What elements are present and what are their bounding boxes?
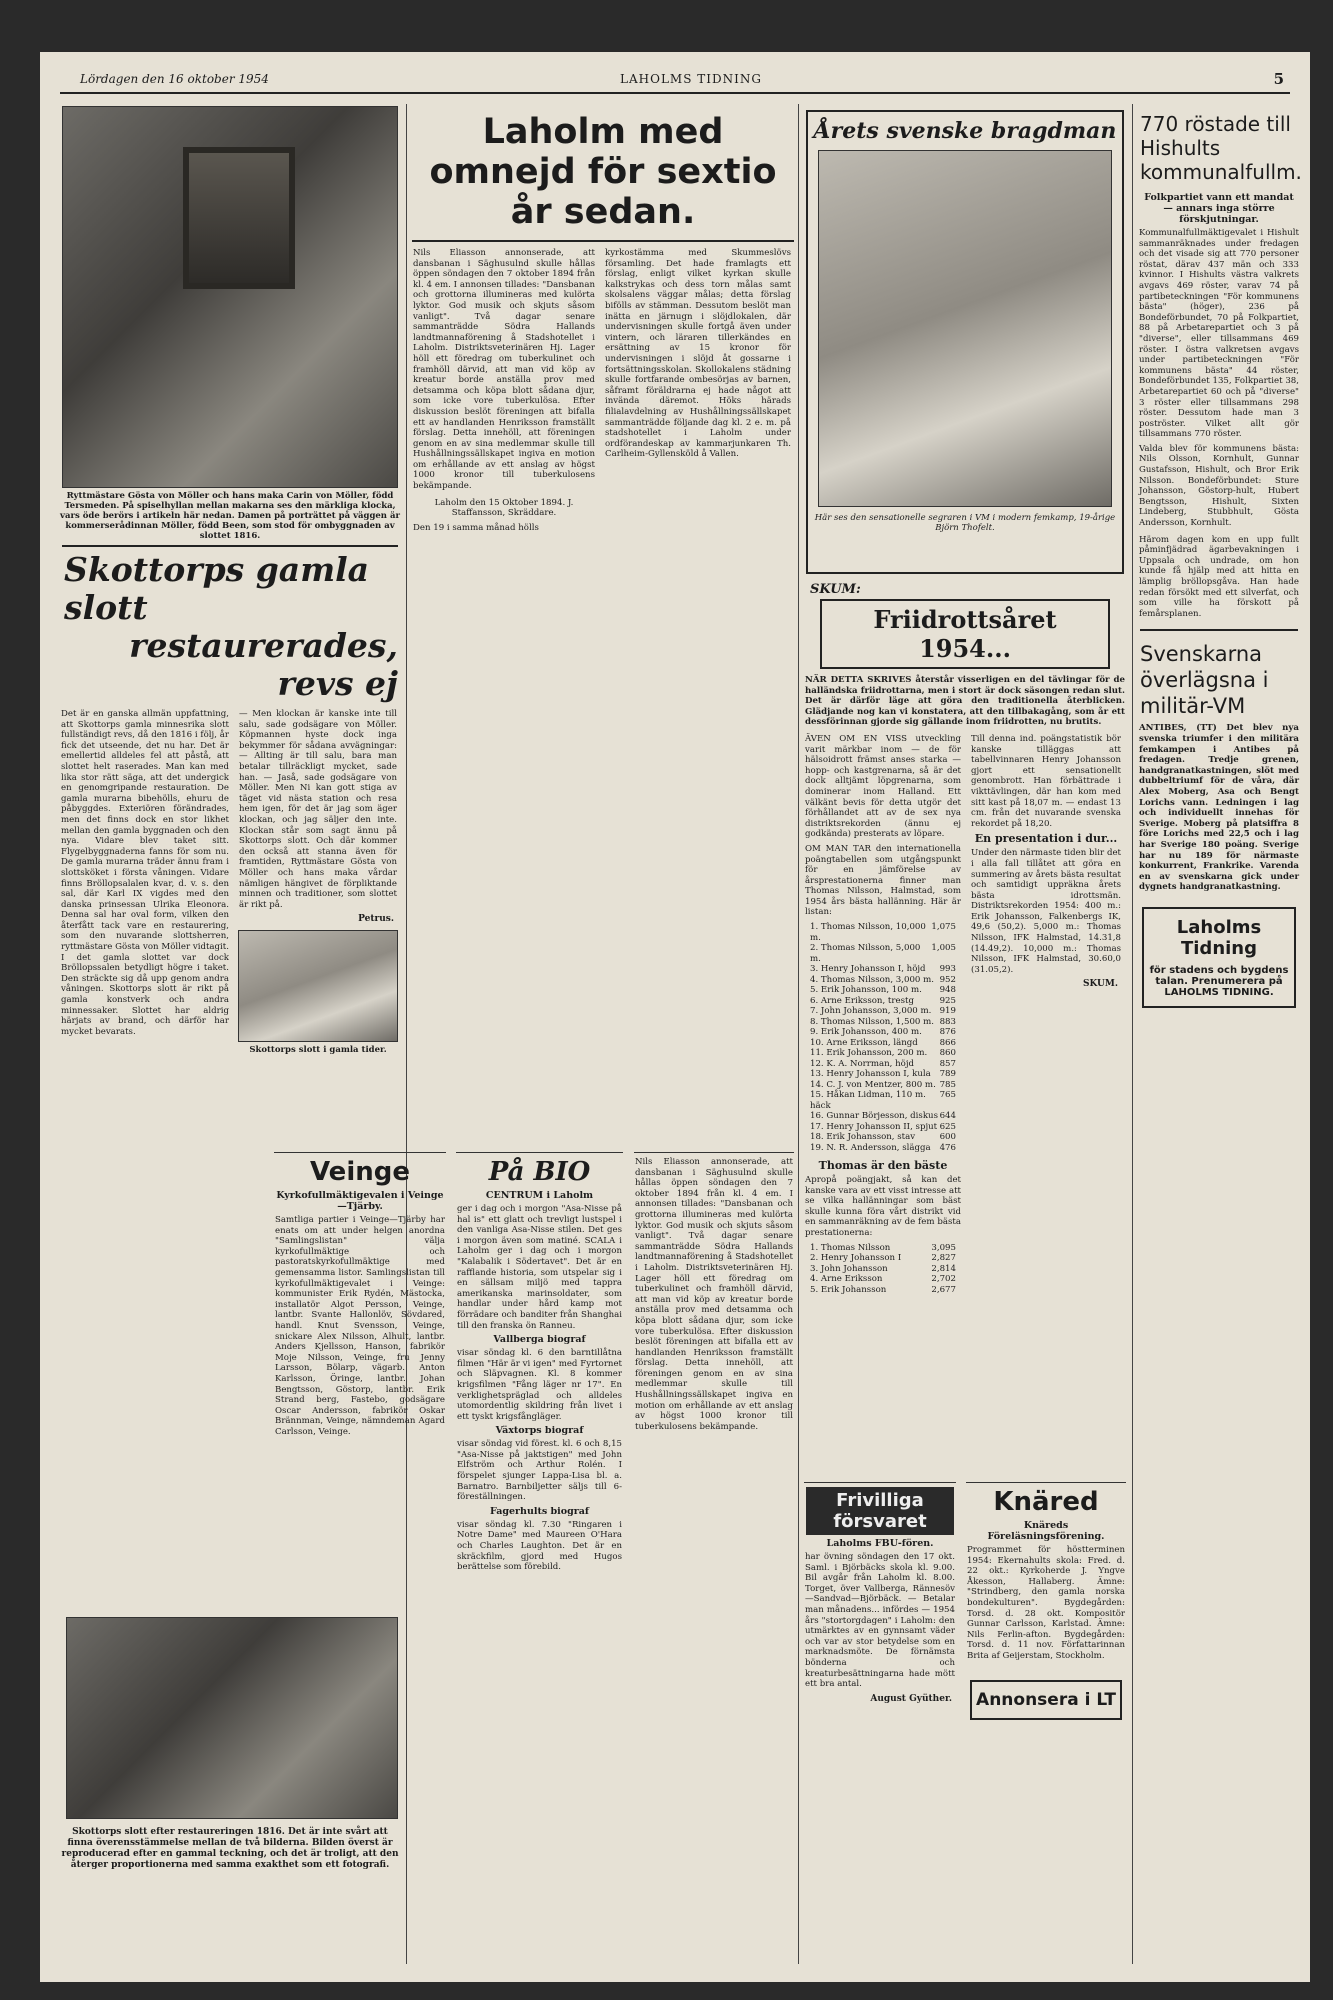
manor-title-1: Skottorps gamla slott [64,550,370,627]
best-row [810,1243,956,1254]
points-points: 883 [939,1016,956,1027]
newspaper-page [40,52,1310,1982]
points-points: 919 [939,1006,956,1017]
veinge-text: Samtliga partier i Veinge—Tjärby har enats om att under helgen anordna "Samlingslistan" välja kyrkofullmäktige och pastoratskyrkofullmäktige med gemensamma listor. Samlingslistan till kyrkofullmäktigevalet i Veinge: kommunister Erik Rydén, Mästocka, installatör Algot Persson, Veinge, lantbr. Svante Hallonlöv, Sövdared, handl. Knut Svensson, Veinge, snickare Alex Nilsson, Alhult, lantbr. Anders Kjellsson, Hanson, fabrikör Moje Nilsson, Veinge, fru Jenny Larsson, Bölarp, vägarb. Anton Karlsson, Öringe, lantbr. Johan Bengtsson, Göstorp, lantbr. Erik Strand berg, Fastebo, godsägare Oscar Andersson, fabrikör Oskar Brännman, Veinge, nämndeman Agard Carlsson, Veinge. [275,1215,445,1437]
points-points: 876 [939,1027,956,1038]
header-date: Lördagen den 16 oktober 1954 [80,72,269,86]
fbu-signature: August Gyüther. [870,1693,952,1704]
points-list [810,922,956,1153]
points-row [810,922,956,943]
points-row [810,1132,956,1143]
points-row [810,1027,956,1038]
points-name: 8. Thomas Nilsson, 1,500 m. [810,1016,935,1027]
points-name: 16. Gunnar Börjesson, diskus [810,1111,938,1122]
history-column [408,104,798,1244]
points-points: 1,005 [931,943,956,954]
bio-sub: CENTRUM i Laholm [485,1190,594,1201]
best-name: 1. Thomas Nilsson [810,1242,891,1253]
friidrott-title: Friidrottsåret 1954... [873,605,1057,663]
best-points: 2,677 [931,1284,956,1295]
bio-text4: visar söndag kl. 7.30 "Ringaren i Notre Dame" med Maureen O'Hara och Charles Laughton. Det är en skräckfilm, gjord med Hugos berättelse som förebild. [457,1519,622,1573]
annonsera-ad: Annonsera i LT [970,1680,1122,1720]
best-name: 3. John Johansson [810,1263,888,1274]
best-list [810,1243,956,1296]
points-name: 1. Thomas Nilsson, 10,000 m. [810,922,926,943]
points-row [810,1038,956,1049]
points-name: 7. John Johansson, 3,000 m. [810,1006,932,1017]
knared-text: Programmet för höstterminen 1954: Ekernahults skola: Fred. d. 22 okt.: Kyrkoherde J. Yngve Åkesson, Hallaberg. Ämne: "Strindberg, den gamla norska bondekulturen". Bygdegården: Torsd. d. 28 okt. Kompositör Gunnar Carlsson, Karlstad. Ämne: Nils Ferlin-afton. Bygdegården: Torsd. d. 11 nov. Författarinnan Brita af Geijerstam, Stockholm. [967,1545,1125,1661]
points-points: 600 [939,1132,956,1143]
best-name: 5. Erik Johansson [810,1284,887,1295]
fbu-title: Frivilliga försvaret [806,1487,954,1535]
bio-column [452,1152,627,1852]
points-name: 11. Erik Johansson, 200 m. [810,1048,928,1059]
best-points: 2,827 [931,1253,956,1264]
points-points: 925 [939,995,956,1006]
veinge-sub: Kyrkofullmäktigevalen i Veinge—Tjärby. [276,1190,444,1212]
points-points: 789 [939,1069,956,1080]
bio-text3: visar söndag vid förest. kl. 6 och 8,15 "Asa-Nisse på jaktstigen" med John Elfström och Arthur Rolén. I förspelet sjunger Lappa-Lisa bl. a. Barnatro. Barnbiljetter säljs till 6-föreställningen. [457,1439,622,1503]
points-row [810,943,956,964]
points-row [810,996,956,1007]
points-name: 14. C. J. von Mentzer, 800 m. [810,1079,936,1090]
points-points: 860 [939,1048,956,1059]
header-page-number: 5 [1273,70,1284,88]
points-points: 952 [939,974,956,985]
header-paper-name: LAHOLMS TIDNING [620,72,762,86]
veinge-column [270,1152,450,1852]
best-points: 3,095 [931,1242,956,1253]
history-text-left: Nils Eliasson annonserade, att dansbanan i Säghusulnd skulle hållas öppen söndagen den 7 oktober 1894 från kl. 4 em. I annonsen tillades: "Dansbanan och grottorna illumineras med kulörta lyktor. God musik och skjuts såsom vanligt". Två dagar senare sammanträdde Södra Hallands landtmannaförening å Stadshotellet i Laholm. Distriktsveterinären Hj. Lager höll ett föredrag om tuberkulinet och framhöll därvid, att man vid köp av kreatur borde anställa prov med detsamma och köpa blott sådana djur, som icke vore tuberkulösa. Efter diskussion beslöt föreningen att bifalla ett av handlanden Henriksson framställt förslag. Detta innehöll, att föreningen genom en av sina medlemmar skulle till Hushållningssällskapet ingiva en motion om erhållande av ett anslag av högst 1000 kronor till tuberkulosens bekämpande. [413,248,595,492]
points-row [810,985,956,996]
points-points: 857 [939,1058,956,1069]
sweden-title: Svenskarna överlägsna i militär-VM [1140,642,1269,719]
points-name: 3. Henry Johansson I, höjd [810,964,926,975]
portrait-painting [183,147,295,289]
points-row [810,1059,956,1070]
best-name: 4. Arne Eriksson [810,1274,883,1285]
best-row [810,1264,956,1275]
best-row [810,1274,956,1285]
best-row [810,1253,956,1264]
points-name: 12. K. A. Norrman, höjd [810,1058,915,1069]
points-row [810,975,956,986]
points-row [810,1006,956,1017]
friidrott-title-box [820,599,1110,669]
friidrott-text: ÄVEN OM EN VISS utveckling varit märkbar inom — de för hälsoidrott främst anses starka — hopp- och kastgrenarna, så är det dock alltjämt löpgrenarna, som dominerar inom Halland. Ett välkänt bevis för detta utgör det förhållandet att av de sex nya distriktsrekorden (ännu ej godkända) presterats av löpare. [805,733,961,840]
points-row [810,964,956,975]
friidrott-signature: SKUM. [1083,979,1118,990]
points-row [810,1069,956,1080]
history-footer: Den 19 i samma månad hölls [413,522,539,533]
best-points: 2,702 [931,1274,956,1285]
points-name: 13. Henry Johansson I, kula [810,1069,931,1080]
fbu-sub: Laholms FBU-fören. [826,1538,934,1549]
bragdman-photo [818,150,1112,507]
points-name: 15. Håkan Lidman, 110 m. häck [810,1090,926,1111]
couple-photo-caption: Ryttmästare Gösta von Möller och hans maka Carin von Möller, född Tersmeden. På spiselhyllan mellan makarna ses den märkliga klocka, vars öde berörs i artikeln här nedan. Damen på porträttet på väggen är kommerserådinnan Möller, född Been, som stod för ombyggnaden av slottet 1816. [60,491,400,541]
knared-title: Knäred [993,1487,1099,1517]
points-points: 948 [939,985,956,996]
points-row [810,1048,956,1059]
friidrott-text2: OM MAN TAR den internationella poängtabellen som utgångspunkt för en jämförelse av årsprestationerna finner man Thomas Nilsson, Halmstad, som 1954 års bästa hallänning. Här är listan: [805,843,961,918]
points-points: 785 [939,1079,956,1090]
friidrott-right-text2: Under den närmaste tiden blir det i alla fall tillåtet att göra en summering av årets bästa resultat och samtidigt uppräkna årets bästa idrottsmän. Distriktsrekorden 1954: 400 m.: Erik Johansson, Falkenbergs IK, 49,6 (50,2). 5,000 m.: Thomas Nilsson, IFK Halmstad, 14.31,8 (14.49,2). 10,000 m.: Thomas Nilsson, IFK Halmstad, 30.60,0 (31.05,2). [971,848,1121,975]
best-name: 2. Henry Johansson I [810,1253,902,1264]
hishult-sub: Folkpartiet vann ett mandat — annars inga större förskjutningar. [1144,192,1294,225]
points-points: 765 [939,1090,956,1101]
points-points: 993 [939,964,956,975]
hishult-text: Kommunalfullmäktigevalet i Hishult sammanräknades under fredagen och det visade sig att 770 personer röstat, därav 437 män och 333 kvinnor. I Hishults västra valkrets avgavs 469 röster, varav 74 på partibeteckningen "För kommunens bästa" (höger), 236 på Bondeförbundet, 70 på Folkpartiet, 88 på Arbetarepartiet och 3 på "diverse", eller tillsammans 469 röster. I östra valkretsen avgavs under partibeteckningen "För kommunens bästa" 44 röster, Bondeförbundet 135, Folkpartiet 38, Arbetarepartiet 60 och på "diverse" 3 röster eller tillsammans 298 röster. Dessutom hade man 3 poströster. Vilket allt gör tillsammans 770 röster. [1139,228,1299,440]
points-points: 625 [939,1121,956,1132]
points-name: 5. Erik Johansson, 100 m. [810,985,922,996]
history-signature: Laholm den 15 Oktober 1894. J. Staffansson, Skräddare. [434,497,574,519]
points-points: 644 [939,1111,956,1122]
best-title: Thomas är den bäste [818,1159,948,1173]
hishult-text2: Valda blev för kommunens bästa: Nils Olsson, Kornhult, Gunnar Gustafsson, Hishult, och Bror Erik Nilsson. Bondeförbundet: Sture Johansson, Göstorp-hult, Hubert Bengtsson, Hishult, Sixten Lindeberg, Stubbhult, Gösta Andersson, Kornhult. [1139,443,1299,529]
restored-castle-caption: Skottorps slott efter restaureringen 1816. Det är inte svårt att finna överensstämmelse mellan de två bilderna. Bilden överst är reproducerad efter en gammal teckning, och det är troligt, att den återger proportionerna med samma exakthet som ett fotografi. [61,1827,399,1870]
manor-title-2: restaurerades, revs ej [129,626,398,703]
bio-title: På BIO [488,1157,591,1187]
bragdman-box [806,110,1124,574]
skum-label: SKUM: [810,582,861,597]
bio-sub3: Växtorps biograf [495,1425,584,1437]
points-name: 17. Henry Johansson II, spjut [810,1121,938,1132]
bio-text: ger i dag och i morgon "Asa-Nisse på hal is" ett glatt och trevligt lustspel i den vanliga Asa-Nisse stilen. Det ges i morgon även som matiné. SCALA i Laholm ger i dag och i morgon "Kalabalik i Södertavet". Det är en rafflande historia, som utspelar sig i en sällsam miljö med tappra amerikanska marinsoldater, som handlar under hård kamp mot förrädare och banditer från Shanghai till den franska ön Ranneu. [457,1204,622,1331]
friidrott-right-text: Till denna ind. poängstatistik bör kanske tilläggas att tabellvinnaren Henry Johansson gjort ett sensationellt genombrott. Han förbättrade i vikttävlingen, där han kom med sitt kast på 18,07 m. — endast 13 cm. från det nuvarande svenska rekordet på 18,20. [971,733,1121,829]
hishult-text3: Härom dagen kom en upp fullt påminfjädrad ägarbevakningen i Uppsala och undrade, om hon kunde få hjälp med att hitta en lämplig bröllopsgåva. Han hade redan försökt med ett silverfat, och som ville ha förskott på femårsplanen. [1139,534,1299,619]
history-continued [630,1152,798,1852]
knared-sub: Knäreds Föreläsningsförening. [987,1520,1105,1542]
fbu-column [800,1482,960,1952]
couple-photo [62,106,398,488]
old-castle-drawing [238,930,398,1042]
best-row [810,1285,956,1296]
points-points: 1,075 [931,922,956,933]
sweden-text: ANTIBES, (TT) Det blev nya svenska triumfer i den militära femkampen i Antibes på fredagen. Tredje grenen, handgranatkastningen, slöt med dubbeltriumf för de våra, där Alex Moberg, Asa och Bengt Lorichs vann. Ledningen i lag och individuellt innehas för Sverige. Moberg på platsiffra 8 före Lorichs med 22,5 och i lag har Sverige 180 poäng. Sverige har nu 189 för närmaste konkurrent, Frankrike. Varenda en av svenskarna gick under dygnets handgranatkastning. [1139,723,1299,893]
history-continued-text: Nils Eliasson annonserade, att dansbanan i Säghusulnd skulle hållas öppen söndagen den 7 oktober 1894 från kl. 4 em. I annonsen tillades: "Dansbanan och grottorna illumineras med kulörta lyktor. God musik och skjuts såsom vanligt". Två dagar senare sammanträdde Södra Hallands landtmannaförening å Stadshotellet i Laholm. Distriktsveterinären Hj. Lager höll ett föredrag om tuberkulinet och framhöll därvid, att man vid köp av kreatur borde anställa prov med detsamma och köpa blott sådana djur, som icke vore tuberkulösa. Efter diskussion beslöt föreningen att bifalla ett av handlanden Henriksson framställt förslag. Detta innehöll, att föreningen genom en av sina medlemmar skulle till Hushållningssällskapet ingiva en motion om erhållande av ett anslag av högst 1000 kronor till tuberkulosens bekämpande. [635,1157,793,1432]
points-row [810,1122,956,1133]
points-name: 4. Thomas Nilsson, 3,000 m. [810,974,935,985]
manor-text-left: Det är en ganska allmän uppfattning, att Skottorps gamla minnesrika slott fullständigt revs, då den 1816 i följ, år fick det utseende, det nu har. Det är emellertid alldeles fel att påstå, att slottet helt raserades. Man kan med lika stor rätt säga, att det undergick en genomgripande restauration. De gamla murarna bibehölls, ehuru de påbyggdes. Exteriören förändrades, men det finns dock en stor likhet mellan den gamla byggnaden och den nya. Vidare blev taket sitt. Flygelbyggnaderna fanns för som nu. De gamla murarna träder ännu fram i slottsköket i första våningen. Vidare finns Bröllopsalalen kvar, d. v. s. den sal, där Karl IX vigdes med den danska prinsessan Ulrika Eleonora. Denna sal har oval form, vilken den återfått tack vare en restaurering, som den nuvarande slottsherren, ryttmästare Gösta von Möller vidtagit. I det gamla slottet var dock Bröllopssalen betydligt högre i taket. Den sträckte sig då upp genom andra våningen. Skottorps slott är rikt på gamla konstverk och andra minnessaker. Slottet har aldrig härjats av brand, och därför har mycket bevarats. [61,709,229,1037]
laholms-tidning-ad [1142,907,1296,1008]
hishult-title: 770 röstade till Hishults kommunalfullm. [1140,112,1302,184]
sports-column [800,104,1130,1474]
best-text: Apropå poängjakt, så kan det kanske vara av ett visst intresse att se vilka hallänningar som bäst skulle kunna föra vårt distrikt vid en sammanräkning av de fem bästa prestationerna: [805,1175,961,1239]
manor-text-right: — Men klockan är kanske inte till salu, sade godsägare von Möller. Köpmannen hyste dock inga bekymmer för sådana avvägningar: — Allting är till salu, bara man betalar tillräckligt mycket, sade han. — Jaså, sade godsägare von Möller. Men Ni kan gott stiga av täget vid nästa station och resa hem igen, för det är jag som äger klockan, och jag säljer den inte. Klockan står som sagt ännu på Skottorps slott. Och där kommer den också att stanna även för framtiden, Ryttmästare Gösta von Möller och hans maka vårdar nämligen hängivet de förpliktande minnen och traditioner, som slottet är rikt på. [239,709,397,910]
page-header [60,70,1290,94]
points-points: 476 [939,1142,956,1153]
best-points: 2,814 [931,1263,956,1274]
points-name: 2. Thomas Nilsson, 5,000 m. [810,943,921,964]
points-name: 6. Arne Eriksson, trestg [810,995,914,1006]
hishult-column [1134,104,1304,1964]
bio-sub4: Fagerhults biograf [489,1505,590,1517]
bio-sub2: Vallberga biograf [493,1334,586,1346]
bragdman-caption: Här ses den sensationelle segraren i VM i modern femkamp, 19-årige Björn Thofelt. [814,513,1116,533]
points-name: 19. N. R. Andersson, slägga [810,1142,931,1153]
points-row [810,1111,956,1122]
friidrott-right-sub: En presentation i dur... [974,832,1118,846]
ad-text: för stadens och bygdens talan. Prenumerera på LAHOLMS TIDNING. [1149,964,1289,998]
manor-signature: Petrus. [358,914,394,925]
history-text-right: kyrkostämma med Skummeslövs församling. Det hade framlagts ett förslag, enligt vilket kyrkan skulle kalkstrykas och dess torn målas samt skolsalens väggar målas; detta förslag bifölls av stämman. Dessutom beslöt man inätta en järnugn i slöjdlokalen, där undervisningen skulle fortgå även under vintern, och läraren tillerkändes en ersättning av 15 kronor för undervisningen i slöjd åt gossarne i fortsättningsskolan. Skollokalens städning skulle fortfarande ombesörjas av barnen, såframt föräldrarna ej hade något att invända däremot. Höks härads filialavdelning av Hushållningssällskapet sammanträdde följande dag kl. 2 e. m. på stadshotellet i Laholm under ordförandeskap av kammarjunkaren Th. Carlheim-Gyllensköld å Vallen. [605,248,791,460]
points-row [810,1143,956,1154]
old-castle-caption: Skottorps slott i gamla tider. [249,1045,387,1056]
history-title: Laholm med omnejd för sextio år sedan. [429,112,777,232]
points-row [810,1017,956,1028]
points-row [810,1090,956,1111]
points-points: 866 [939,1037,956,1048]
fbu-text: har övning söndagen den 17 okt. Saml. i Björbäcks skola kl. 9.00. Bil avgår från Laholm kl. 8.00. Torget, över Vallberga, Rännesöv—Sandvad—Björbäck. — Betalar man månadens... infördes — 1954 års "stortorgdagen" i Laholm: den utmärktes av en gynnsamt väder och var av stor betydelse som en marknadsmöte. De förnämsta bönderna och kreaturbesättningarna hade mött ett bra antal. [805,1552,955,1690]
friidrott-intro: NÄR DETTA SKRIVES återstår visserligen en del tävlingar för de halländska friidrottarna, men i stort är dock säsongen redan slut. Det är därför läge att göra den traditionella återblicken. Glädjande nog kan vi konstatera, att den tillbakagång, som år ett dessförinnan gjorde sig gällande inom friidrotten, nu brutits. [805,675,1125,728]
bio-text2: visar söndag kl. 6 den barntillåtna filmen "Här är vi igen" med Fyrtornet och Släpvagnen. Kl. 8 kommer krigsfilmen "Fång läger nr 17". En verklighetspräglad och alldeles utomordentlig skildring från livet i ett tyskt krigsfångläger. [457,1348,622,1422]
points-name: 9. Erik Johansson, 400 m. [810,1027,922,1038]
points-row [810,1080,956,1091]
veinge-title: Veinge [309,1157,410,1187]
bragdman-heading: Årets svenske bragdman [813,118,1117,144]
ad-title: Laholms Tidning [1176,916,1262,959]
points-name: 18. Erik Johansson, stav [810,1132,916,1143]
points-name: 10. Arne Eriksson, längd [810,1037,918,1048]
knared-column [962,1482,1130,1952]
